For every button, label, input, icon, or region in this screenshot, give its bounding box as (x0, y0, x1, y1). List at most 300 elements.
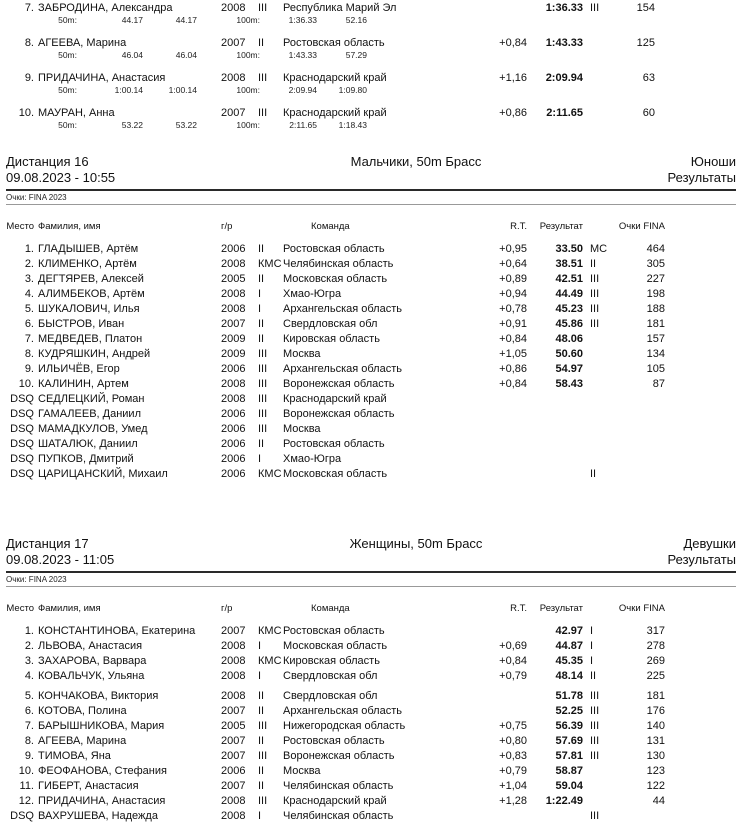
rank-badge-cell (583, 392, 607, 407)
result-main-row (6, 72, 736, 85)
col-header-year: г/р (221, 603, 233, 614)
fina-points-cell: 130 (646, 750, 665, 762)
fina-points-cell: 60 (642, 107, 655, 119)
result-time-cell: 58.43 (555, 378, 583, 390)
grade-cell: III (258, 795, 268, 807)
place-cell: 4. (24, 670, 34, 682)
result-row (6, 407, 736, 422)
grade-cell: III (258, 423, 268, 435)
fina-points-cell: 317 (646, 625, 665, 637)
rank-badge-cell (583, 764, 607, 779)
result-main-row (6, 37, 736, 50)
result-time-cell: 54.97 (555, 363, 583, 375)
athlete-name-cell: ДЕГТЯРЕВ, Алексей (38, 273, 144, 285)
rank-badge-cell: III (590, 288, 600, 300)
event-datetime: 09.08.2023 - 10:55 (6, 170, 116, 185)
fina-points-cell (607, 392, 665, 407)
grade-cell: II (258, 780, 265, 792)
grade-cell: III (258, 72, 268, 84)
split-times-row (6, 50, 736, 61)
birth-year-cell: 2008 (221, 810, 246, 822)
top-results-table (6, 2, 736, 131)
section-title: Дистанция 16 (6, 154, 89, 169)
result-time-cell: 48.06 (555, 333, 583, 345)
rank-badge-cell: III (590, 273, 600, 285)
place-cell: 12. (18, 795, 34, 807)
split-50m-time: 53.22 (121, 120, 143, 130)
birth-year-cell: 2007 (221, 750, 246, 762)
grade-cell: II (258, 243, 265, 255)
place-cell: 7. (24, 720, 34, 732)
rank-badge-cell (583, 377, 607, 392)
col-header-result: Результат (539, 603, 583, 614)
athlete-name-cell: КОВАЛЬЧУК, Ульяна (38, 670, 145, 682)
split-50m-time: 44.17 (121, 15, 143, 25)
points-system-label: Очки: FINA 2023 (6, 193, 67, 202)
place-cell: 6. (24, 318, 34, 330)
team-cell: Кировская область (283, 333, 380, 345)
place-cell: 6. (24, 705, 34, 717)
result-time-cell: 42.97 (555, 625, 583, 637)
team-cell: Москва (283, 765, 321, 777)
reaction-time-cell: +0,83 (499, 750, 527, 762)
athlete-name-cell: ФЕОФАНОВА, Стефания (38, 765, 167, 777)
reaction-time-cell (499, 422, 527, 437)
split-50m-label: 50m: (58, 120, 77, 130)
fina-points-cell (607, 437, 665, 452)
event-section-distance-17 (6, 536, 736, 824)
reaction-time-cell (499, 452, 527, 467)
header-rule-thin (6, 586, 736, 587)
reaction-time-cell: +1,04 (499, 780, 527, 792)
points-system-label: Очки: FINA 2023 (6, 575, 67, 584)
col-header-name: Фамилия, имя (38, 221, 101, 232)
split-50m-cumulative: 1:00.14 (168, 85, 197, 95)
result-time-cell: 44.49 (555, 288, 583, 300)
results-rows (6, 624, 736, 824)
team-cell: Архангельская область (283, 705, 402, 717)
birth-year-cell: 2005 (221, 720, 246, 732)
rank-badge-cell (583, 72, 607, 85)
place-cell: DSQ (10, 408, 34, 420)
grade-cell: II (258, 690, 265, 702)
header-rule-thin (6, 204, 736, 205)
fina-points-cell: 63 (642, 72, 655, 84)
reaction-time-cell: +0,95 (499, 243, 527, 255)
place-cell: 10. (18, 378, 34, 390)
grade-cell: I (258, 303, 262, 315)
athlete-name-cell: ШУКАЛОВИЧ, Илья (38, 303, 140, 315)
fina-points-cell: 131 (646, 735, 665, 747)
place-cell: 2. (24, 640, 34, 652)
athlete-name-cell: ВАХРУШЕВА, Надежда (38, 810, 158, 822)
column-header-row (6, 221, 736, 233)
result-row (6, 669, 736, 684)
place-cell: 5. (24, 690, 34, 702)
result-row (6, 639, 736, 654)
column-header-row (6, 603, 736, 615)
result-time-cell: 45.23 (555, 303, 583, 315)
grade-cell: II (258, 765, 265, 777)
result-row (6, 764, 736, 779)
fina-points-cell: 105 (646, 363, 665, 375)
reaction-time-cell (499, 392, 527, 407)
reaction-time-cell (499, 467, 527, 482)
result-entry (6, 37, 736, 61)
grade-cell: I (258, 670, 262, 682)
grade-cell: III (258, 348, 268, 360)
result-row (6, 704, 736, 719)
place-cell: DSQ (10, 468, 34, 480)
grade-cell: I (258, 453, 262, 465)
rank-badge-cell: III (590, 720, 600, 732)
result-row (6, 624, 736, 639)
rank-badge-cell (583, 347, 607, 362)
result-row (6, 332, 736, 347)
athlete-name-cell: БАРЫШНИКОВА, Мария (38, 720, 165, 732)
grade-cell: II (258, 37, 265, 49)
athlete-name-cell: ПУПКОВ, Дмитрий (38, 453, 134, 465)
birth-year-cell: 2008 (221, 288, 246, 300)
team-cell: Нижегородская область (283, 720, 406, 732)
rank-badge-cell: I (590, 625, 594, 637)
athlete-name-cell: БЫСТРОВ, Иван (38, 318, 125, 330)
grade-cell: II (258, 438, 265, 450)
fina-points-cell: 188 (646, 303, 665, 315)
athlete-name-cell: КУДРЯШКИН, Андрей (38, 348, 151, 360)
rank-badge-cell: II (590, 468, 597, 480)
result-row (6, 302, 736, 317)
birth-year-cell: 2007 (221, 318, 246, 330)
result-time-cell: 38.51 (555, 258, 583, 270)
col-header-place: Место (6, 221, 34, 232)
team-cell: Ростовская область (283, 37, 385, 49)
team-cell: Челябинская область (283, 258, 394, 270)
reaction-time-cell: +0,80 (499, 735, 527, 747)
place-cell: 1. (24, 243, 34, 255)
birth-year-cell: 2006 (221, 363, 246, 375)
result-time-cell: 2:09.94 (545, 72, 583, 84)
result-time-cell: 2:11.65 (546, 107, 583, 119)
split-100m-time: 2:11.65 (289, 120, 317, 130)
result-time-cell: 33.50 (555, 243, 583, 255)
birth-year-cell: 2008 (221, 795, 246, 807)
col-header-name: Фамилия, имя (38, 603, 101, 614)
team-cell: Ростовская область (283, 438, 385, 450)
result-row (6, 452, 736, 467)
reaction-time-cell: +0,86 (499, 107, 527, 119)
place-cell: 3. (24, 655, 34, 667)
place-cell: 8. (24, 348, 34, 360)
place-cell: 7. (24, 333, 34, 345)
place-cell: DSQ (10, 438, 34, 450)
fina-points-cell: 198 (646, 288, 665, 300)
section-header-line-2 (6, 552, 736, 568)
result-row (6, 257, 736, 272)
fina-points-cell (607, 467, 665, 482)
birth-year-cell: 2006 (221, 453, 246, 465)
grade-cell: III (258, 378, 268, 390)
grade-cell: II (258, 318, 265, 330)
grade-cell: III (258, 107, 268, 119)
rank-badge-cell (583, 332, 607, 347)
split-50m-time: 1:00.14 (114, 85, 143, 95)
reaction-time-cell: +0,86 (499, 363, 527, 375)
team-cell: Челябинская область (283, 810, 394, 822)
team-cell: Свердловская обл (283, 690, 378, 702)
split-50m-cumulative: 44.17 (175, 15, 197, 25)
team-cell: Архангельская область (283, 303, 402, 315)
reaction-time-cell: +0,84 (499, 37, 527, 49)
team-cell: Хмао-Югра (283, 288, 342, 300)
grade-cell: I (258, 810, 262, 822)
split-100m-time: 1:43.33 (288, 50, 317, 60)
event-section-distance-16 (6, 154, 736, 482)
section-header-line-2 (6, 170, 736, 186)
reaction-time-cell: +0,75 (499, 720, 527, 732)
result-time-cell: 48.14 (555, 670, 583, 682)
birth-year-cell: 2008 (221, 258, 246, 270)
place-cell: 9. (24, 72, 34, 84)
grade-cell: I (258, 288, 262, 300)
fina-points-cell: 125 (636, 37, 655, 49)
result-time-cell: 45.35 (555, 655, 583, 667)
place-cell: 1. (24, 625, 34, 637)
athlete-name-cell: ЦАРИЦАНСКИЙ, Михаил (38, 468, 168, 480)
grade-cell: III (258, 408, 268, 420)
result-row (6, 347, 736, 362)
birth-year-cell: 2006 (221, 243, 246, 255)
fina-points-cell: 154 (636, 2, 655, 14)
reaction-time-cell (499, 2, 527, 15)
athlete-name-cell: КОНЧАКОВА, Виктория (38, 690, 159, 702)
col-header-grade (258, 221, 283, 233)
split-100m-cumulative: 57.29 (345, 50, 367, 60)
split-100m-label: 100m: (236, 85, 260, 95)
rank-badge-cell (583, 107, 607, 120)
fina-points-cell: 181 (646, 690, 665, 702)
team-cell: Москва (283, 423, 321, 435)
result-entry (6, 2, 736, 26)
result-row (6, 779, 736, 794)
birth-year-cell: 2007 (221, 625, 246, 637)
split-50m-label: 50m: (58, 85, 77, 95)
place-cell: 9. (24, 750, 34, 762)
split-times-row (6, 120, 736, 131)
grade-cell: I (258, 640, 262, 652)
rank-badge-cell: III (590, 810, 600, 822)
rank-badge-cell: III (590, 303, 600, 315)
reaction-time-cell: +1,05 (499, 348, 527, 360)
results-label: Результаты (667, 170, 736, 185)
rank-badge-cell: I (590, 640, 594, 652)
result-time-cell: 56.39 (555, 720, 583, 732)
fina-points-cell: 176 (646, 705, 665, 717)
grade-cell: II (258, 705, 265, 717)
reaction-time-cell: +0,79 (499, 765, 527, 777)
col-header-points: Очки FINA (618, 221, 665, 232)
result-main-row (6, 2, 736, 15)
birth-year-cell: 2007 (221, 37, 246, 49)
birth-year-cell: 2006 (221, 423, 246, 435)
birth-year-cell: 2008 (221, 690, 246, 702)
athlete-name-cell: ГЛАДЫШЕВ, Артём (38, 243, 139, 255)
fina-points-cell: 305 (646, 258, 665, 270)
birth-year-cell: 2006 (221, 438, 246, 450)
team-cell: Ростовская область (283, 243, 385, 255)
result-time-cell: 57.81 (555, 750, 583, 762)
place-cell: 7. (24, 2, 34, 14)
reaction-time-cell (499, 407, 527, 422)
split-50m-cumulative: 46.04 (175, 50, 197, 60)
athlete-name-cell: ГИБЕРТ, Анастасия (38, 780, 139, 792)
rank-badge-cell: I (590, 655, 594, 667)
split-50m-time: 46.04 (121, 50, 143, 60)
birth-year-cell: 2008 (221, 393, 246, 405)
birth-year-cell: 2005 (221, 273, 246, 285)
place-cell: 10. (18, 765, 34, 777)
split-50m-label: 50m: (58, 50, 77, 60)
age-group-label: Девушки (683, 536, 736, 551)
fina-points-cell: 123 (646, 765, 665, 777)
result-row (6, 654, 736, 669)
fina-points-cell: 44 (652, 795, 665, 807)
team-cell: Краснодарский край (283, 795, 387, 807)
result-time-cell: 58.87 (555, 765, 583, 777)
birth-year-cell: 2008 (221, 72, 246, 84)
rank-badge-cell (583, 422, 607, 437)
result-time-cell (527, 452, 583, 467)
grade-cell: II (258, 333, 265, 345)
fina-points-cell: 87 (652, 378, 665, 390)
grade-cell: КМС (258, 468, 282, 480)
result-entry (6, 72, 736, 96)
place-cell: 8. (24, 735, 34, 747)
team-cell: Свердловская обл (283, 318, 378, 330)
athlete-name-cell: КАЛИНИН, Артем (38, 378, 129, 390)
result-time-cell: 59.04 (555, 780, 583, 792)
fina-points-cell: 181 (646, 318, 665, 330)
grade-cell: КМС (258, 625, 282, 637)
col-header-year: г/р (221, 221, 233, 232)
split-times-row (6, 85, 736, 96)
result-time-cell (527, 407, 583, 422)
rank-badge-cell: III (590, 735, 600, 747)
place-cell: 11. (19, 780, 34, 792)
birth-year-cell: 2007 (221, 107, 246, 119)
event-name: Мальчики, 50m Брасс (350, 154, 482, 169)
birth-year-cell: 2008 (221, 640, 246, 652)
grade-cell: III (258, 363, 268, 375)
place-cell: 5. (24, 303, 34, 315)
rank-badge-cell (583, 362, 607, 377)
birth-year-cell: 2009 (221, 333, 246, 345)
team-cell: Москва (283, 348, 321, 360)
fina-points-cell (607, 452, 665, 467)
section-header-line-1 (6, 536, 736, 552)
reaction-time-cell: +0,84 (499, 333, 527, 345)
team-cell: Московская область (283, 640, 388, 652)
athlete-name-cell: ЗАХАРОВА, Варвара (38, 655, 147, 667)
result-time-cell: 1:43.33 (545, 37, 583, 49)
team-cell: Архангельская область (283, 363, 402, 375)
place-cell: DSQ (10, 393, 34, 405)
team-cell: Ростовская область (283, 625, 385, 637)
reaction-time-cell: +0,69 (499, 640, 527, 652)
athlete-name-cell: ШАТАЛЮК, Даниил (38, 438, 138, 450)
col-header-points: Очки FINA (618, 603, 665, 614)
rank-badge-cell (583, 407, 607, 422)
birth-year-cell: 2007 (221, 735, 246, 747)
athlete-name-cell: МАМАДКУЛОВ, Умед (38, 423, 148, 435)
rank-badge-cell: II (590, 258, 597, 270)
grade-cell: III (258, 720, 268, 732)
athlete-name-cell: ГАМАЛЕЕВ, Даниил (38, 408, 141, 420)
fina-points-cell: 122 (646, 780, 665, 792)
results-rows (6, 242, 736, 482)
result-row (6, 362, 736, 377)
reaction-time-cell: +0,78 (499, 303, 527, 315)
birth-year-cell: 2008 (221, 378, 246, 390)
reaction-time-cell: +0,64 (499, 258, 527, 270)
athlete-name-cell: КЛИМЕНКО, Артём (38, 258, 137, 270)
event-name: Женщины, 50m Брасс (349, 536, 483, 551)
fina-points-cell: 464 (646, 243, 665, 255)
athlete-name-cell: ПРИДАЧИНА, Анастасия (38, 795, 166, 807)
athlete-name-cell: ПРИДАЧИНА, Анастасия (38, 72, 166, 84)
reaction-time-cell: +1,16 (499, 72, 527, 84)
split-100m-time: 2:09.94 (288, 85, 317, 95)
birth-year-cell: 2006 (221, 408, 246, 420)
rank-badge-cell (583, 452, 607, 467)
team-cell: Краснодарский край (283, 72, 387, 84)
split-100m-label: 100m: (236, 50, 260, 60)
reaction-time-cell (499, 437, 527, 452)
reaction-time-cell: +0,79 (499, 670, 527, 682)
result-time-cell (527, 437, 583, 452)
col-header-result: Результат (539, 221, 583, 232)
col-header-badge (583, 221, 607, 233)
rank-badge-cell: III (590, 2, 600, 14)
fina-points-cell: 227 (646, 273, 665, 285)
place-cell: DSQ (10, 810, 34, 822)
col-header-team: Команда (311, 603, 350, 614)
team-cell: Московская область (283, 468, 388, 480)
athlete-name-cell: АЛИМБЕКОВ, Артём (38, 288, 145, 300)
result-main-row (6, 107, 736, 120)
result-row (6, 734, 736, 749)
birth-year-cell: 2008 (221, 670, 246, 682)
birth-year-cell: 2008 (221, 655, 246, 667)
fina-points-cell (607, 809, 665, 824)
team-cell: Республика Марий Эл (283, 2, 397, 14)
fina-points-cell: 134 (646, 348, 665, 360)
reaction-time-cell: +0,84 (499, 655, 527, 667)
result-time-cell: 57.69 (555, 735, 583, 747)
rank-badge-cell: III (590, 318, 600, 330)
reaction-time-cell: +1,28 (499, 795, 527, 807)
col-header-rt: R.T. (510, 603, 527, 614)
team-cell: Краснодарский край (283, 107, 387, 119)
place-cell: 3. (24, 273, 34, 285)
split-times-row (6, 15, 736, 26)
result-row (6, 377, 736, 392)
col-header-team: Команда (311, 221, 350, 232)
reaction-time-cell (499, 809, 527, 824)
split-100m-label: 100m: (236, 120, 260, 130)
athlete-name-cell: МЕДВЕДЕВ, Платон (38, 333, 143, 345)
place-cell: DSQ (10, 423, 34, 435)
